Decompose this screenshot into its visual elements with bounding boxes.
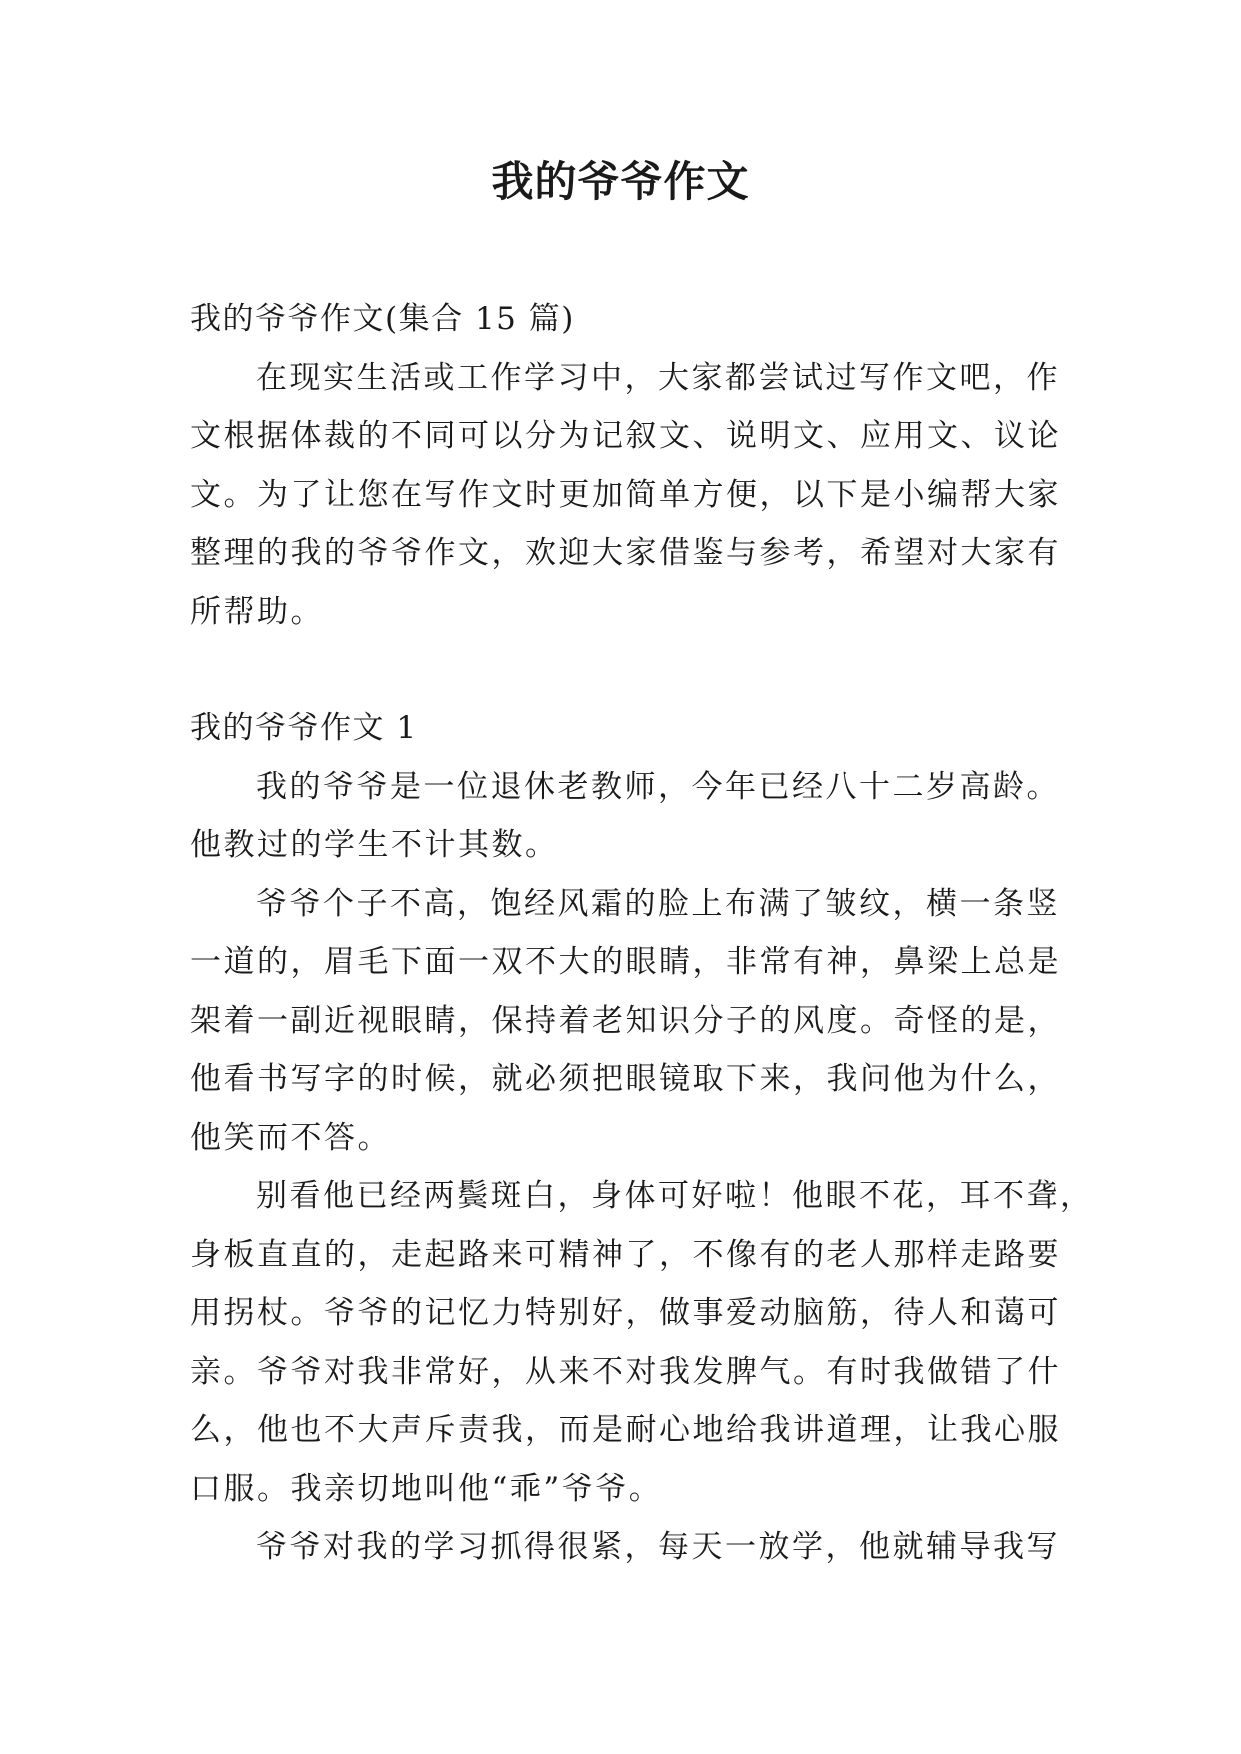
document-title: 我的爷爷作文: [491, 157, 750, 206]
paragraph-line: 口服。我亲切地叫他“乖”爷爷。: [190, 1470, 663, 1507]
document-subtitle: 我的爷爷作文(集合 15 篇): [190, 301, 575, 337]
intro-line: 文根据体裁的不同可以分为记叙文、说明文、应用文、议论: [190, 418, 1061, 454]
paragraph-line: 么，他也不大声斥责我，而是耐心地给我讲道理，让我心服: [190, 1412, 1061, 1448]
paragraph-line: 一道的，眉毛下面一双不大的眼睛，非常有神，鼻梁上总是: [190, 944, 1061, 980]
paragraph-line: 他教过的学生不计其数。: [190, 827, 559, 863]
section-heading: 我的爷爷作文 1: [190, 710, 418, 746]
paragraph-line: 爷爷个子不高，饱经风霜的脸上布满了皱纹，横一条竖: [256, 885, 1060, 922]
paragraph-line: 用拐杖。爷爷的记忆力特别好，做事爱动脑筋，待人和蔼可: [190, 1295, 1061, 1331]
paragraph-line: 爷爷对我的学习抓得很紧，每天一放学，他就辅导我写: [256, 1529, 1060, 1565]
paragraph-line: 架着一副近视眼睛，保持着老知识分子的风度。奇怪的是，: [190, 1002, 1061, 1039]
paragraph-line: 身板直直的，走起路来可精神了，不像有的老人那样走路要: [190, 1236, 1061, 1273]
paragraph-line: 亲。爷爷对我非常好，从来不对我发脾气。有时我做错了什: [190, 1353, 1061, 1390]
intro-line: 整理的我的爷爷作文，欢迎大家借鉴与参考，希望对大家有: [190, 535, 1061, 571]
paragraph-line: 别看他已经两鬓斑白，身体可好啦！他眼不花，耳不聋，: [256, 1178, 1094, 1214]
intro-line: 文。为了让您在写作文时更加简单方便，以下是小编帮大家: [190, 476, 1061, 513]
section-spacer: [190, 641, 1052, 699]
paragraph-line: 我的爷爷是一位退休老教师，今年已经八十二岁高龄。: [256, 768, 1060, 805]
document-body: [190, 290, 1094, 1577]
intro-line: 在现实生活或工作学习中，大家都尝试过写作文吧，作: [256, 359, 1060, 396]
paragraph-line: 他看书写字的时候，就必须把眼镜取下来，我问他为什么，: [190, 1061, 1061, 1097]
paragraph-line: 他笑而不答。: [190, 1119, 391, 1156]
intro-line: 所帮助。: [190, 593, 324, 630]
